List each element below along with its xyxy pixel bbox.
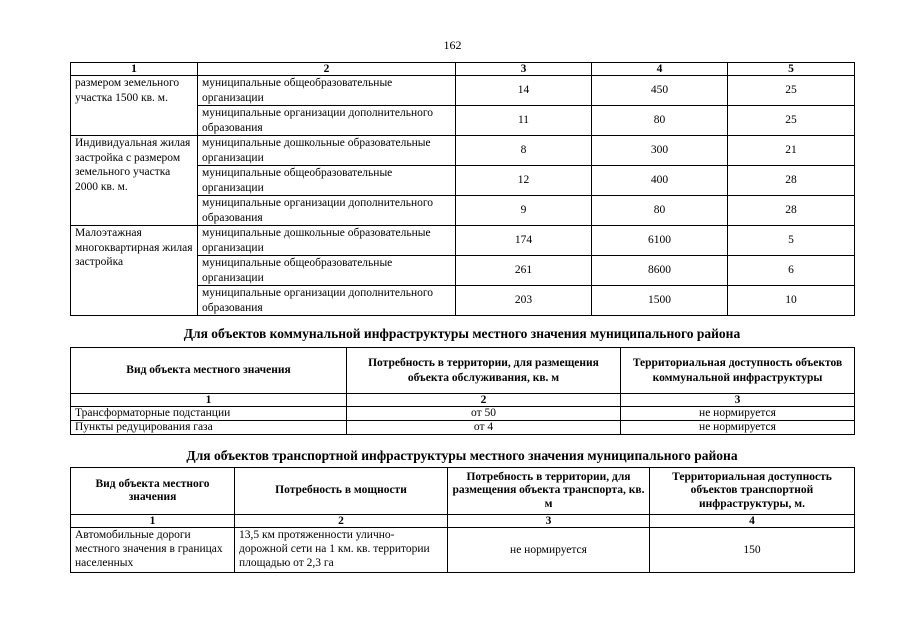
cell-value: 261 — [456, 256, 592, 286]
column-number-row — [71, 394, 855, 407]
column-number: 2 — [347, 394, 621, 407]
column-number: 1 — [71, 515, 235, 528]
cell-value: не нормируется — [621, 421, 855, 435]
column-header: Вид объекта местного значения — [71, 348, 347, 394]
cell-value: 28 — [728, 196, 855, 226]
column-header: Территориальная доступность объектов коммунальной инфраструктуры — [621, 348, 855, 394]
column-number: 3 — [448, 515, 650, 528]
transport-table — [70, 467, 855, 573]
cell-value: 300 — [592, 136, 728, 166]
cell-value: 5 — [728, 226, 855, 256]
table-row — [71, 226, 855, 256]
cell-value: 6 — [728, 256, 855, 286]
section-title-utilities: Для объектов коммунальной инфраструктуры местного значения муниципального района — [183, 326, 741, 341]
cell-value: 14 — [456, 76, 592, 106]
table-row — [71, 407, 855, 421]
section-title-transport: Для объектов транспортной инфраструктуры местного значения муниципального района — [186, 448, 738, 463]
cell-value: 400 — [592, 166, 728, 196]
cell-value: 450 — [592, 76, 728, 106]
facility-type: муниципальные общеобразовательные организации — [198, 256, 456, 286]
column-number: 4 — [592, 63, 728, 76]
development-category: Малоэтажная многоквартирная жилая застройка — [71, 226, 198, 316]
development-category: Индивидуальная жилая застройка с размером земельного участка 2000 кв. м. — [71, 136, 198, 226]
cell-value: 174 — [456, 226, 592, 256]
development-category: размером земельного участка 1500 кв. м. — [71, 76, 198, 136]
object-type: Трансформаторные подстанции — [71, 407, 347, 421]
cell-value: 25 — [728, 76, 855, 106]
column-header: Территориальная доступность объектов транспортной инфраструктуры, м. — [650, 468, 855, 515]
cell-value: 80 — [592, 196, 728, 226]
cell-value: 25 — [728, 106, 855, 136]
facility-type: муниципальные общеобразовательные организации — [198, 166, 456, 196]
column-number-row — [71, 515, 855, 528]
column-number: 5 — [728, 63, 855, 76]
object-type: Автомобильные дороги местного значения в границах населенных — [71, 528, 235, 573]
page-number: 162 — [443, 38, 462, 52]
header-row — [71, 468, 855, 515]
cell-value: 8 — [456, 136, 592, 166]
column-number: 2 — [235, 515, 448, 528]
facility-type: муниципальные дошкольные образовательные организации — [198, 136, 456, 166]
header-row — [71, 348, 855, 394]
cell-value: 1500 — [592, 286, 728, 316]
cell-value: 11 — [456, 106, 592, 136]
cell-value: 8600 — [592, 256, 728, 286]
facility-type: муниципальные общеобразовательные организации — [198, 76, 456, 106]
table-row — [71, 528, 855, 573]
capacity-requirement: 13,5 км протяженности улично-дорожной сети на 1 км. кв. территории площадью от 2,3 га — [235, 528, 448, 573]
cell-value: 203 — [456, 286, 592, 316]
cell-value: 150 — [650, 528, 855, 573]
column-number: 2 — [198, 63, 456, 76]
column-header: Потребность в территории, для размещения объекта обслуживания, кв. м — [347, 348, 621, 394]
utilities-table — [70, 347, 855, 435]
facility-type: муниципальные дошкольные образовательные организации — [198, 226, 456, 256]
cell-value: не нормируется — [448, 528, 650, 573]
object-type: Пункты редуцирования газа — [71, 421, 347, 435]
cell-value: 9 — [456, 196, 592, 226]
column-header: Потребность в мощности — [235, 468, 448, 515]
cell-value: 12 — [456, 166, 592, 196]
cell-value: не нормируется — [621, 407, 855, 421]
table-row — [71, 421, 855, 435]
education-facilities-table — [70, 62, 855, 316]
facility-type: муниципальные организации дополнительного образования — [198, 196, 456, 226]
cell-value: от 4 — [347, 421, 621, 435]
column-header: Вид объекта местного значения — [71, 468, 235, 515]
facility-type: муниципальные организации дополнительного образования — [198, 286, 456, 316]
column-number: 4 — [650, 515, 855, 528]
column-number: 1 — [71, 394, 347, 407]
column-number: 3 — [456, 63, 592, 76]
column-number-row — [71, 63, 855, 76]
cell-value: 28 — [728, 166, 855, 196]
cell-value: 6100 — [592, 226, 728, 256]
cell-value: 80 — [592, 106, 728, 136]
cell-value: от 50 — [347, 407, 621, 421]
facility-type: муниципальные организации дополнительного образования — [198, 106, 456, 136]
column-number: 3 — [621, 394, 855, 407]
cell-value: 10 — [728, 286, 855, 316]
table-row — [71, 76, 855, 106]
table-row — [71, 136, 855, 166]
cell-value: 21 — [728, 136, 855, 166]
column-number: 1 — [71, 63, 198, 76]
column-header: Потребность в территории, для размещения объекта транспорта, кв. м — [448, 468, 650, 515]
